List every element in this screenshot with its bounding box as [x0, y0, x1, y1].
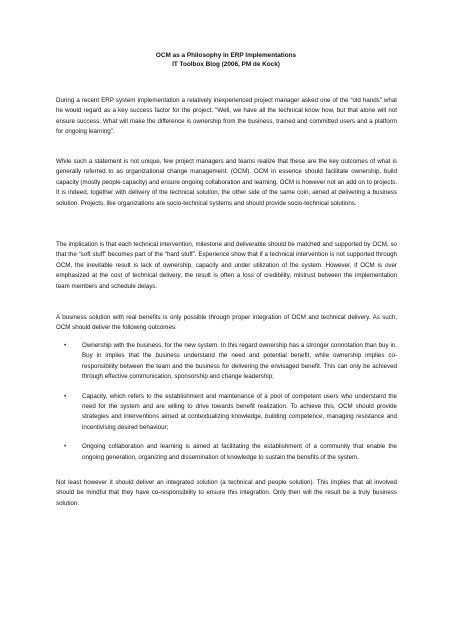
document-subtitle: IT Toolbox Blog (2006, PM de Kock) [172, 61, 280, 69]
bullet-icon: • [64, 392, 67, 400]
list-item [56, 442, 397, 463]
paragraph-outcomes-intro: A business solution with real benefits is only possible through proper integration of OCM and technical delivery. As such, OCM should deliver the following outcomes: [56, 314, 397, 332]
list-item-text: Ownership with the business, for the new system. In this regard ownership has a stronger connotation than buy in. Buy in implies that the business understand the need and potential benefit, while ownership implies co-responsibility between the team and the business for delivering the envisaged benefit. This can only be achieved through effective communication, sponsorship and change leadership; [82, 342, 397, 381]
bullet-icon: • [64, 342, 67, 349]
paragraph-intro: During a recent ERP system implementation a relatively inexperienced project manager asked one of the “old hands” what he would regard as a key success factor for the project. “Well, we have all the technical know how, but that alone will not ensure success. What will make the difference is ownership from the business, trained and committed users and a platform for ongoing learning”. [56, 97, 397, 136]
list-item-text: Capacity, which refers to the establishment and maintenance of a pool of competent users who understand the need for the system and are willing to drive towards benefit realization. To achieve this, OCM should provide strategies and interventions aimed at contextualizing knowledge, building competence, managing resistance and incentivising desired behaviour; [82, 392, 397, 431]
paragraph-ocm-definition: While such a statement is not unique, few project managers and teams realize that these are the key outcomes of what is generally referred to as organizational change management. (OCM). OCM in essence should facilitate ownership, build capacity (mostly people capacity) and ensure ongoing collaboration and learning. OCM is however not an add on to projects. It is indeed, together with delivery of the technical solution, the other side of the same coin, aimed at delivering a business solution. Projects, like organizations are socio-technical systems and should provide socio-technical solutions. [56, 158, 397, 207]
outcomes-list [56, 341, 397, 463]
bullet-icon: • [64, 443, 67, 451]
list-item-text: Ongoing collaboration and learning is aimed at facilitating the establishment of a community that enable the ongoing generation, organizing and dissemination of knowledge to sustain the benefits of the system. [82, 443, 397, 461]
title-block [0, 51, 452, 70]
list-item [56, 392, 397, 434]
list-item [56, 341, 397, 383]
paragraph-implication: The implication is that each technical intervention, milestone and deliverable should be matched and supported by OCM, so that the “soft stuff” becomes part of the “hard stuff”. Experience show that if a technical intervention is not supported through OCM, the inevitable result is lack of ownership, capacity and under utilization of the system. However, if OCM is over emphasized at the cost of technical delivery, the result is often a loss of credibility, mistrust between the implementation team members and schedule delays. [56, 241, 397, 290]
document-title: OCM as a Philosophy in ERP Implementations [155, 52, 297, 59]
paragraph-conclusion: Not least however it should deliver an integrated solution (a technical and people solution). This implies that all involved should be mindful that they have co-responsibility to ensure this integration. Only then will the result be a truly business solution. [56, 479, 397, 507]
